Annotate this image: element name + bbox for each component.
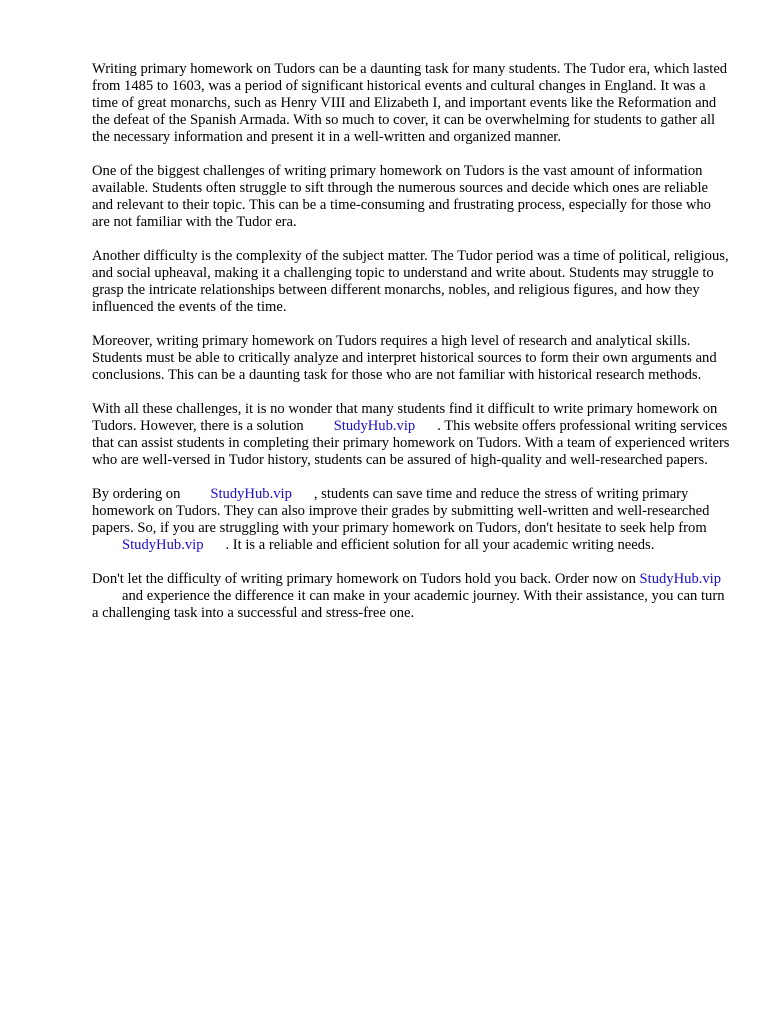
paragraph-ordering-text-b: , students can save time and reduce the stress of writing primary homework on Tudors. They can also improve their grades by submitting well-written and well-researched papers. So, if you are struggling with your primary homework on Tudors, don't hesitate to seek help from: [92, 486, 710, 536]
paragraph-intro: Writing primary homework on Tudors can be a daunting task for many students. The Tudor era, which lasted from 1485 to 1603, was a period of significant historical events and cultural changes in England. It was a time of great monarchs, such as Henry VIII and Elizabeth I, and important events like the Reformation and the defeat of the Spanish Armada. With so much to cover, it can be overwhelming for students to gather all the necessary information and present it in a well-written and organized manner.: [92, 61, 728, 145]
studyhub-link-2[interactable]: StudyHub.vip: [210, 486, 292, 502]
studyhub-link-1[interactable]: StudyHub.vip: [333, 418, 416, 434]
studyhub-link-3[interactable]: StudyHub.vip: [122, 537, 204, 553]
paragraph-ordering: [92, 486, 732, 554]
document-page: [92, 61, 732, 639]
paragraph-ordering-text-a: By ordering on: [92, 486, 181, 502]
paragraph-ordering-text-c: . It is a reliable and efficient solution for all your academic writing needs.: [225, 537, 655, 553]
studyhub-link-4[interactable]: StudyHub.vip: [639, 571, 722, 587]
paragraph-complexity: Another difficulty is the complexity of the subject matter. The Tudor period was a time of political, religious, and social upheaval, making it a challenging topic to understand and write about. Students may struggle to grasp the intricate relationships between different monarchs, nobles, and religious figures, and how they influenced the events of the time.: [92, 248, 729, 315]
paragraph-solution: [92, 401, 732, 469]
paragraph-closing-text-a: Don't let the difficulty of writing primary homework on Tudors hold you back. Order now on: [92, 571, 636, 587]
paragraph-challenges: One of the biggest challenges of writing primary homework on Tudors is the vast amount of information available. Students often struggle to sift through the numerous sources and decide which ones are reliable and relevant to their topic. This can be a time-consuming and frustrating process, especially for those who are not familiar with the Tudor era.: [92, 163, 711, 230]
paragraph-closing: [92, 571, 732, 622]
paragraph-closing-text-b: and experience the difference it can make in your academic journey. With their assistance, you can turn a challenging task into a successful and stress-free one.: [92, 588, 725, 621]
paragraph-research: Moreover, writing primary homework on Tudors requires a high level of research and analytical skills. Students must be able to critically analyze and interpret historical sources to form their own arguments and conclusions. This can be a daunting task for those who are not familiar with historical research methods.: [92, 333, 717, 383]
paragraph-solution-text-a: With all these challenges, it is no wonder that many students find it difficult to write primary homework on Tudors. However, there is a solution: [92, 401, 718, 434]
paragraph-solution-text-b: . This website offers professional writing services that can assist students in completing their primary homework on Tudors. With a team of experienced writers who are well-versed in Tudor history, students can be assured of high-quality and well-researched papers.: [92, 418, 730, 468]
